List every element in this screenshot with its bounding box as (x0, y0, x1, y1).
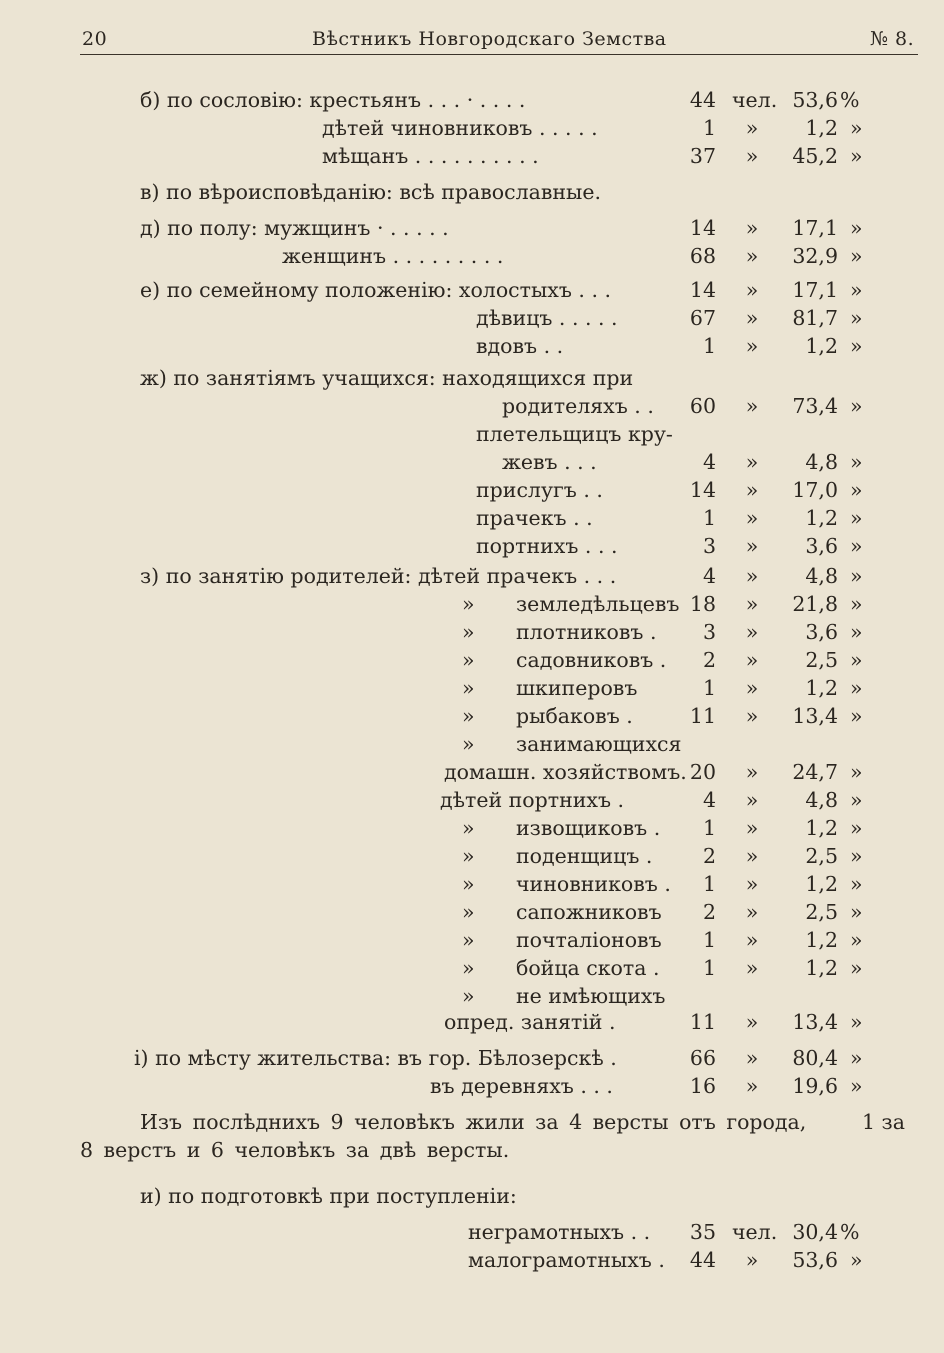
row-percent: 73,4 (792, 394, 838, 418)
row-unit: » (745, 1074, 759, 1098)
row-label: бойца скота . (516, 956, 660, 980)
row-percent: 1,2 (805, 872, 838, 896)
ditto-mark: » (462, 704, 475, 728)
row-count: 1 (702, 116, 716, 140)
row-unit: » (745, 306, 759, 330)
row-count: 11 (689, 1010, 716, 1034)
row-tail: » (850, 394, 863, 418)
row-tail: » (850, 648, 863, 672)
row-count: 16 (689, 1074, 716, 1098)
row-tail: » (850, 928, 863, 952)
row-unit: » (745, 704, 759, 728)
row-percent: 19,6 (792, 1074, 838, 1098)
row-tail: » (850, 144, 863, 168)
header-rule (80, 54, 918, 55)
row-unit: » (745, 844, 759, 868)
ditto-mark: » (462, 928, 475, 952)
row-unit: » (745, 676, 759, 700)
row-unit: » (745, 900, 759, 924)
row-tail: » (850, 306, 863, 330)
row-count: 66 (689, 1046, 716, 1070)
row-unit: » (745, 450, 759, 474)
row-tail: » (850, 956, 863, 980)
row-tail: » (850, 704, 863, 728)
row-label: не имѣющихъ (516, 984, 666, 1008)
row-count: 68 (689, 244, 716, 268)
row-label: занимающихся (516, 732, 682, 756)
row-count: 1 (702, 872, 716, 896)
row-unit: » (745, 506, 759, 530)
row-label: извощиковъ . (516, 816, 661, 840)
ditto-mark: » (462, 592, 475, 616)
row-tail: » (850, 844, 863, 868)
row-label: родителяхъ . . (502, 394, 654, 418)
row-label: поденщицъ . (516, 844, 653, 868)
row-count: 44 (689, 1248, 716, 1272)
row-unit: » (745, 592, 759, 616)
row-count: 14 (689, 216, 716, 240)
row-percent: 32,9 (792, 244, 838, 268)
row-percent: 80,4 (792, 1046, 838, 1070)
row-tail: » (850, 592, 863, 616)
row-unit: » (745, 1046, 759, 1070)
row-count: 1 (702, 334, 716, 358)
row-percent: 53,6 (792, 1248, 838, 1272)
row-tail: » (850, 116, 863, 140)
row-unit: » (745, 478, 759, 502)
row-percent: 1,2 (805, 506, 838, 530)
row-label: сапожниковъ (516, 900, 662, 924)
row-label: рыбаковъ . (516, 704, 633, 728)
row-label: з) по занятію родителей: дѣтей прачекъ . . . (140, 564, 617, 588)
row-count: 1 (702, 506, 716, 530)
row-percent: 17,1 (792, 278, 838, 302)
row-label: садовниковъ . (516, 648, 667, 672)
row-count: 4 (702, 788, 716, 812)
row-count: 2 (702, 900, 716, 924)
row-tail: » (850, 900, 863, 924)
row-percent: 53,6 (792, 88, 838, 112)
row-unit: » (745, 760, 759, 784)
row-count: 14 (689, 278, 716, 302)
row-label: земледѣльцевъ (516, 592, 680, 616)
journal-title: Вѣстникъ Новгородскаго Земства (312, 28, 667, 50)
ditto-mark: » (462, 648, 475, 672)
row-unit: » (745, 788, 759, 812)
row-label: дѣвицъ . . . . . (476, 306, 618, 330)
row-count: 18 (689, 592, 716, 616)
row-percent: 45,2 (792, 144, 838, 168)
row-unit: » (745, 334, 759, 358)
page-number: 20 (82, 28, 108, 50)
row-count: 4 (702, 564, 716, 588)
row-count: 4 (702, 450, 716, 474)
row-percent: 1,2 (805, 928, 838, 952)
row-percent: 21,8 (792, 592, 838, 616)
row-tail: » (850, 564, 863, 588)
row-label: дѣтей портнихъ . (440, 788, 625, 812)
row-tail: % (840, 1220, 860, 1244)
row-percent: 17,1 (792, 216, 838, 240)
row-count: 3 (702, 534, 716, 558)
row-tail: » (850, 534, 863, 558)
paragraph-line-end: 1 за (862, 1110, 905, 1134)
row-percent: 2,5 (805, 648, 838, 672)
row-count: 44 (689, 88, 716, 112)
row-label: малограмотныхъ . (468, 1248, 665, 1272)
row-count: 2 (702, 648, 716, 672)
row-label: чиновниковъ . (516, 872, 671, 896)
row-unit: » (745, 534, 759, 558)
row-label: дѣтей чиновниковъ . . . . . (322, 116, 598, 140)
row-label: вдовъ . . (476, 334, 564, 358)
row-label: опред. занятій . (444, 1010, 616, 1034)
row-count: 67 (689, 306, 716, 330)
row-tail: » (850, 872, 863, 896)
row-unit: » (745, 278, 759, 302)
row-tail: » (850, 1010, 863, 1034)
row-label: ж) по занятіямъ учащихся: находящихся при (140, 366, 634, 390)
row-percent: 4,8 (805, 450, 838, 474)
row-count: 11 (689, 704, 716, 728)
ditto-mark: » (462, 816, 475, 840)
ditto-mark: » (462, 620, 475, 644)
row-tail: » (850, 334, 863, 358)
row-tail: » (850, 788, 863, 812)
row-percent: 13,4 (792, 704, 838, 728)
row-tail: » (850, 216, 863, 240)
row-label: домашн. хозяйствомъ. (444, 760, 687, 784)
row-tail: » (850, 620, 863, 644)
row-percent: 13,4 (792, 1010, 838, 1034)
row-percent: 1,2 (805, 116, 838, 140)
row-percent: 2,5 (805, 900, 838, 924)
row-percent: 1,2 (805, 816, 838, 840)
ditto-mark: » (462, 872, 475, 896)
row-count: 20 (689, 760, 716, 784)
row-percent: 4,8 (805, 564, 838, 588)
row-label: плотниковъ . (516, 620, 657, 644)
section-heading: и) по подготовкѣ при поступленіи: (140, 1184, 517, 1208)
row-count: 37 (689, 144, 716, 168)
ditto-mark: » (462, 984, 475, 1008)
row-percent: 24,7 (792, 760, 838, 784)
row-count: 1 (702, 676, 716, 700)
issue-number: № 8. (870, 28, 915, 50)
row-percent: 4,8 (805, 788, 838, 812)
row-percent: 1,2 (805, 676, 838, 700)
paragraph-line: Изъ послѣднихъ 9 человѣкъ жили за 4 версты отъ города, (140, 1110, 807, 1134)
row-label: портнихъ . . . (476, 534, 618, 558)
row-tail: » (850, 1046, 863, 1070)
row-label: прислугъ . . (476, 478, 603, 502)
row-label: неграмотныхъ . . (468, 1220, 651, 1244)
row-percent: 30,4 (792, 1220, 838, 1244)
row-percent: 1,2 (805, 334, 838, 358)
row-tail: » (850, 676, 863, 700)
row-unit: » (745, 216, 759, 240)
row-unit: » (745, 816, 759, 840)
row-unit: » (745, 928, 759, 952)
ditto-mark: » (462, 956, 475, 980)
row-label: і) по мѣсту жительства: въ гор. Бѣлозерскѣ . (134, 1046, 617, 1070)
row-count: 2 (702, 844, 716, 868)
row-tail: » (850, 760, 863, 784)
row-count: 1 (702, 956, 716, 980)
row-unit: » (745, 648, 759, 672)
row-percent: 17,0 (792, 478, 838, 502)
row-unit: » (745, 872, 759, 896)
ditto-mark: » (462, 900, 475, 924)
row-label: женщинъ . . . . . . . . . (282, 244, 504, 268)
row-tail: » (850, 244, 863, 268)
row-unit: » (745, 244, 759, 268)
row-label: е) по семейному положенію: холостыхъ . . . (140, 278, 612, 302)
row-label: жевъ . . . (502, 450, 597, 474)
row-label: д) по полу: мужщинъ · . . . . . (140, 216, 449, 240)
row-label: в) по вѣроисповѣданію: всѣ православные. (140, 180, 602, 204)
row-count: 35 (689, 1220, 716, 1244)
row-tail: % (840, 88, 860, 112)
row-tail: » (850, 506, 863, 530)
row-percent: 1,2 (805, 956, 838, 980)
row-percent: 81,7 (792, 306, 838, 330)
row-label: мѣщанъ . . . . . . . . . . (322, 144, 539, 168)
row-count: 1 (702, 816, 716, 840)
row-label: плетельщицъ кру- (476, 422, 673, 446)
row-unit: чел. (732, 88, 778, 112)
row-unit: » (745, 394, 759, 418)
row-unit: » (745, 956, 759, 980)
row-label: прачекъ . . (476, 506, 593, 530)
row-tail: » (850, 1248, 863, 1272)
row-percent: 2,5 (805, 844, 838, 868)
row-unit: » (745, 564, 759, 588)
ditto-mark: » (462, 676, 475, 700)
row-count: 14 (689, 478, 716, 502)
row-unit: » (745, 1248, 759, 1272)
row-count: 3 (702, 620, 716, 644)
row-tail: » (850, 1074, 863, 1098)
row-unit: чел. (732, 1220, 778, 1244)
row-count: 60 (689, 394, 716, 418)
row-count: 1 (702, 928, 716, 952)
row-label: шкиперовъ (516, 676, 638, 700)
row-percent: 3,6 (805, 620, 838, 644)
ditto-mark: » (462, 844, 475, 868)
ditto-mark: » (462, 732, 475, 756)
row-unit: » (745, 1010, 759, 1034)
row-percent: 3,6 (805, 534, 838, 558)
row-tail: » (850, 816, 863, 840)
row-tail: » (850, 450, 863, 474)
paragraph-line: 8 верстъ и 6 человѣкъ за двѣ версты. (80, 1138, 510, 1162)
row-unit: » (745, 144, 759, 168)
row-tail: » (850, 278, 863, 302)
row-label: почталіоновъ (516, 928, 662, 952)
row-label: въ деревняхъ . . . (430, 1074, 613, 1098)
row-tail: » (850, 478, 863, 502)
row-unit: » (745, 620, 759, 644)
row-label: б) по сословію: крестьянъ . . . · . . . . (140, 88, 526, 112)
row-unit: » (745, 116, 759, 140)
